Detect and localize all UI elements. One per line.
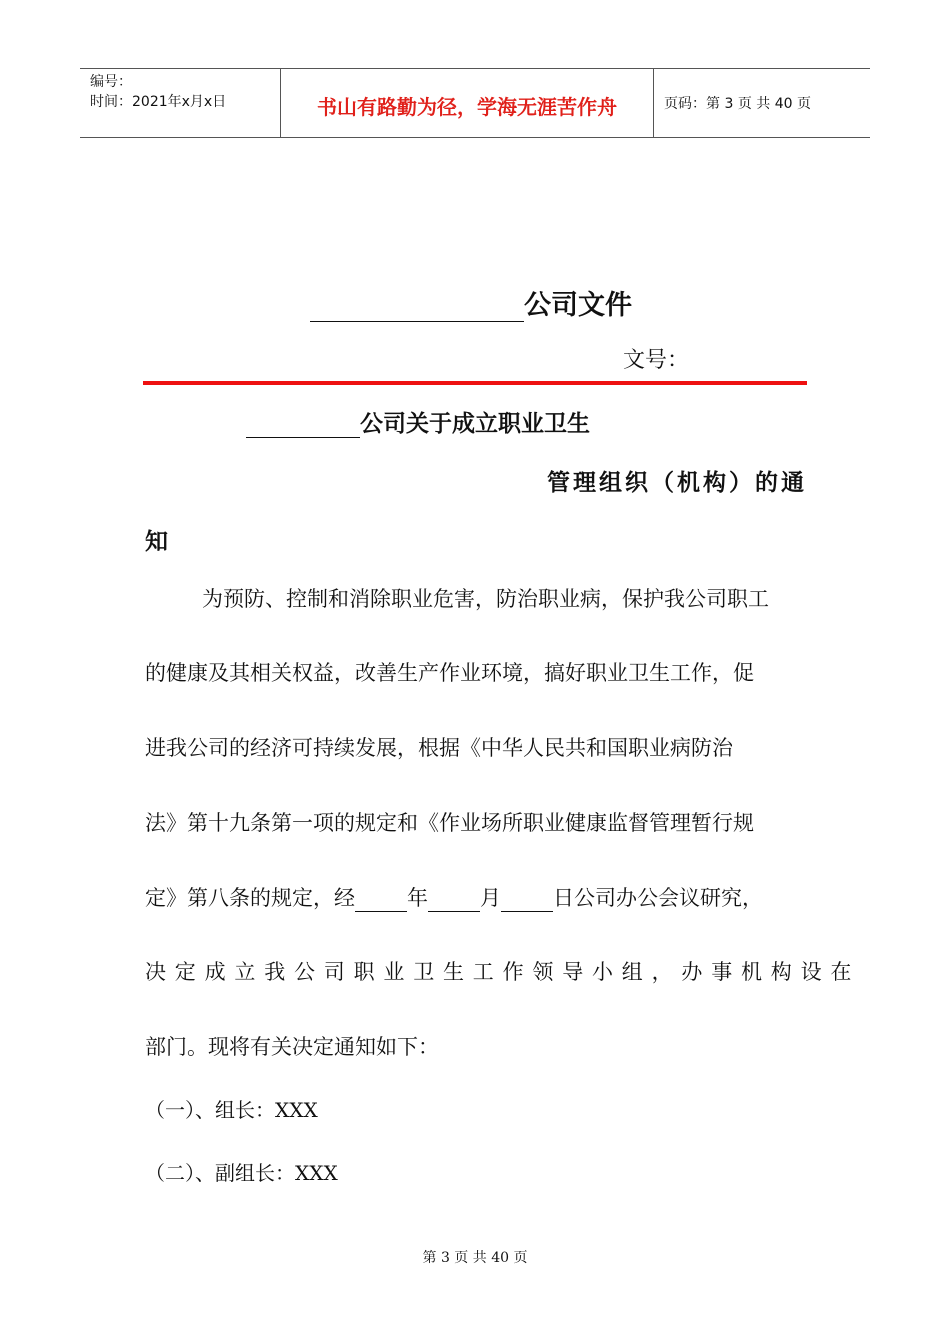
body-line-7: 部门。现将有关决定通知如下： — [145, 1035, 439, 1059]
document-title — [310, 283, 632, 322]
page-suffix: 页 — [797, 96, 812, 112]
document-title-text: 公司文件 — [524, 290, 632, 321]
number-label: 编号： — [90, 74, 132, 90]
body-line-4: 法》第十九条第一项的规定和《作业场所职业健康监督管理暂行规 — [145, 811, 754, 835]
header-page-cell — [654, 69, 870, 137]
company-name-blank — [310, 291, 524, 322]
body-line-3: 进我公司的经济可持续发展，根据《中华人民共和国职业病防治 — [145, 736, 733, 760]
page-indicator — [664, 93, 811, 113]
body-line-6: 决定成立我公司职业卫生工作领导小组，办事机构设在 — [145, 960, 861, 984]
document-number-label: 文号： — [623, 348, 690, 373]
header-motto-cell — [281, 69, 654, 137]
month-blank — [428, 891, 480, 912]
body-line-5-c: 月 — [480, 886, 501, 910]
notice-title-line-3: 知 — [145, 529, 168, 555]
list-item-2: （二）、副组长：XXX — [145, 1161, 338, 1185]
notice-title-line-1 — [246, 405, 590, 438]
motto: 书山有路勤为径，学海无涯苦作舟 — [317, 95, 617, 119]
body-line-5-b: 年 — [407, 886, 428, 910]
red-divider — [143, 381, 807, 385]
body-line-2: 的健康及其相关权益，改善生产作业环境，搞好职业卫生工作，促 — [145, 661, 754, 685]
notice-title-line-1-text: 公司关于成立职业卫生 — [360, 411, 590, 437]
header-table — [80, 68, 870, 138]
page-footer: 第 3 页 共 40 页 — [422, 1250, 528, 1266]
body-line-5-d: 日公司办公会议研究， — [553, 886, 763, 910]
time-label: 时间：2021年x月x日 — [90, 94, 227, 110]
body-line-5-a: 定》第八条的规定，经 — [145, 886, 355, 910]
notice-company-blank — [246, 411, 360, 438]
header-meta-cell — [80, 69, 281, 137]
list-item-1: （一）、组长：XXX — [145, 1098, 318, 1122]
body-line-1: 为预防、控制和消除职业危害，防治职业病，保护我公司职工 — [202, 587, 769, 611]
page-number: 3 — [724, 96, 734, 112]
notice-title-line-2: 管理组织（机构）的通 — [547, 470, 807, 496]
body-line-5 — [145, 882, 807, 912]
page-total: 40 — [774, 96, 793, 112]
page-mid: 页 共 — [737, 96, 771, 112]
day-blank — [501, 891, 553, 912]
year-blank — [355, 891, 407, 912]
page-prefix: 页码：第 — [664, 96, 720, 112]
